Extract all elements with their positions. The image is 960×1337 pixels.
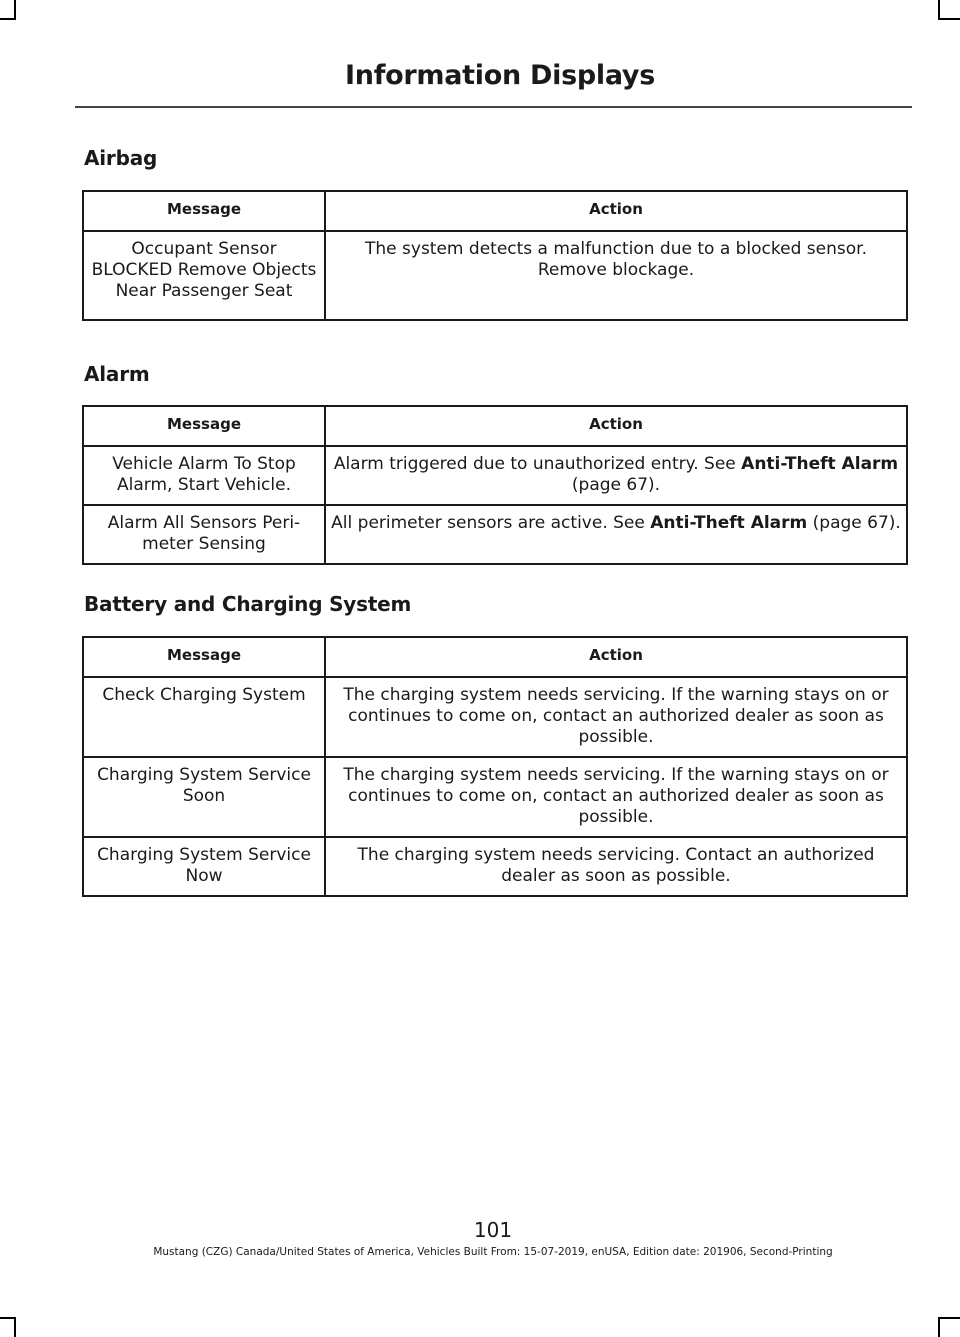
message-cell: Occupant Sensor BLOCKED Remove Objects Near Passenger Seat [83, 231, 325, 320]
page-number: 101 [473, 1218, 513, 1242]
crop-mark [938, 18, 960, 20]
header-divider [75, 106, 912, 108]
crop-mark [0, 18, 16, 20]
table-row [83, 837, 907, 896]
column-header-action: Action [325, 191, 907, 231]
airbag-table [82, 190, 908, 321]
section-title-alarm: Alarm [84, 362, 150, 386]
message-cell: Check Charging System [83, 677, 325, 757]
column-header-action: Action [325, 406, 907, 446]
action-cell: The system detects a malfunction due to a blocked sensor. Remove blockage. [325, 231, 907, 320]
action-cell: The charging system needs servicing. Contact an authorized dealer as soon as possible. [325, 837, 907, 896]
table-row [83, 446, 907, 505]
page-title: Information Displays [345, 60, 655, 91]
battery-charging-table [82, 636, 908, 897]
column-header-action: Action [325, 637, 907, 677]
message-cell: Alarm All Sensors Peri-meter Sensing [83, 505, 325, 564]
page-reference: (page 67). [571, 475, 661, 495]
column-header-message: Message [83, 637, 325, 677]
crop-mark [938, 1317, 960, 1319]
crop-mark [14, 0, 16, 20]
table-header-row [83, 637, 907, 677]
table-row [83, 231, 907, 320]
section-title-airbag: Airbag [84, 146, 158, 170]
section-title-battery-charging: Battery and Charging System [84, 592, 412, 616]
action-cell [325, 505, 907, 564]
crop-mark [0, 1317, 16, 1319]
table-row [83, 677, 907, 757]
crop-mark [14, 1317, 16, 1337]
page-reference: (page 67). [807, 513, 901, 533]
message-cell: Charging System Service Soon [83, 757, 325, 837]
table-header-row [83, 406, 907, 446]
action-text: All perimeter sensors are active. See [331, 513, 651, 533]
message-cell: Charging System Service Now [83, 837, 325, 896]
column-header-message: Message [83, 406, 325, 446]
action-text: Alarm triggered due to unauthorized entry. See [333, 454, 742, 474]
table-header-row [83, 191, 907, 231]
message-cell: Vehicle Alarm To Stop Alarm, Start Vehicle. [83, 446, 325, 505]
table-row [83, 505, 907, 564]
cross-reference-link[interactable]: Anti-Theft Alarm [650, 513, 808, 533]
cross-reference-link[interactable]: Anti-Theft Alarm [741, 454, 899, 474]
column-header-message: Message [83, 191, 325, 231]
footer-text: Mustang (CZG) Canada/United States of America, Vehicles Built From: 15-07-2019, enUSA, Edition date: 201906, Second-Printing [153, 1246, 833, 1258]
crop-mark [938, 0, 940, 20]
action-cell [325, 446, 907, 505]
alarm-table [82, 405, 908, 565]
crop-mark [938, 1317, 940, 1337]
action-cell: The charging system needs servicing. If the warning stays on or continues to come on, contact an authorized dealer as soon as possible. [325, 677, 907, 757]
table-row [83, 757, 907, 837]
action-cell: The charging system needs servicing. If the warning stays on or continues to come on, contact an authorized dealer as soon as possible. [325, 757, 907, 837]
